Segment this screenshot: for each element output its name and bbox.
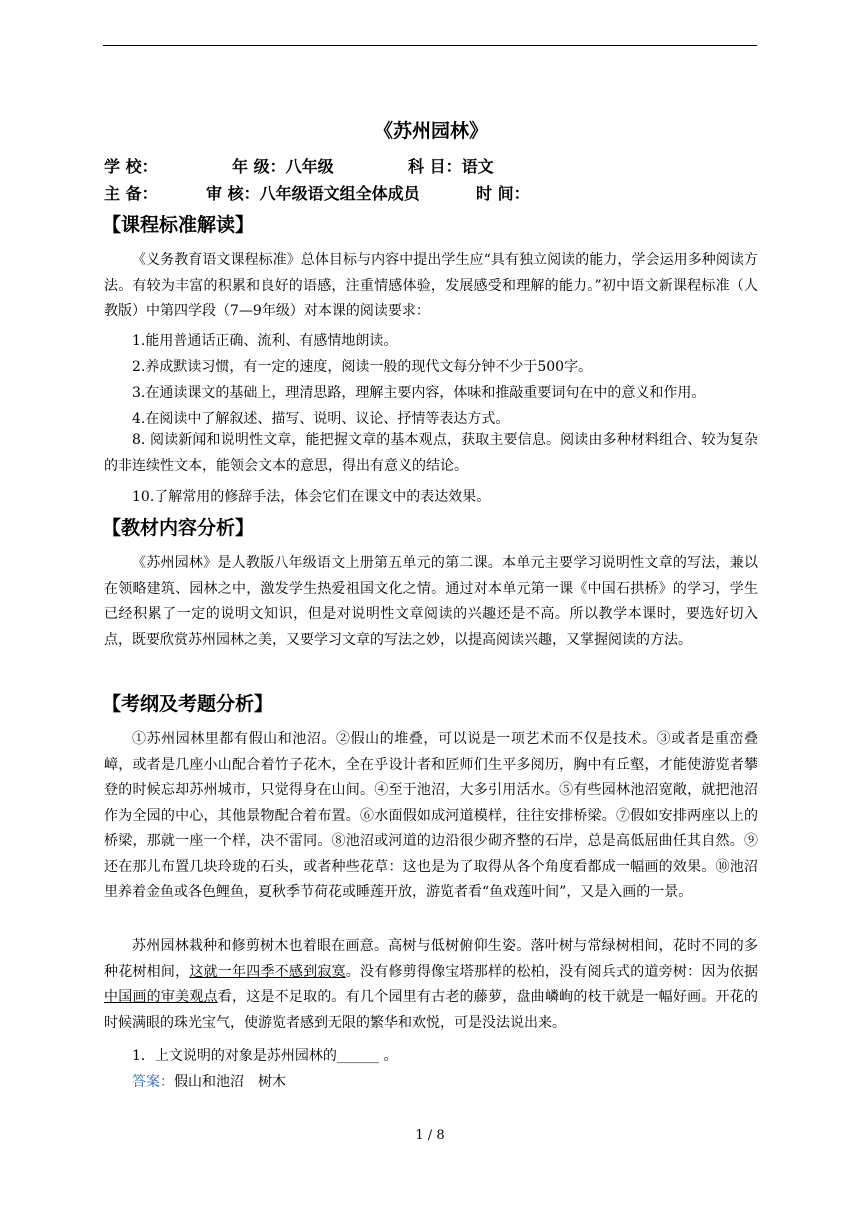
curriculum-item-3: 3.在通读课文的基础上，理清思路，理解主要内容，体味和推敲重要词句在中的意义和作用。 [132, 385, 706, 401]
curriculum-intro: 《义务教育语文课程标准》总体目标与内容中提出学生应“具有独立阅读的能力，学会运用多种阅读方法。有较为丰富的积累和良好的语感，注重情感体验，发展感受和理解的能力。”初中语文新课程标准（人教版）中第四学段（7—9年级）对本课的阅读要求： [104, 252, 758, 319]
textbook-analysis: 《苏州园林》是人教版八年级语文上册第五单元的第二课。本单元主要学习说明性文章的写法，兼以在领略建筑、园林之中，激发学生热爱祖国文化之情。通过对本单元第一课《中国石拱桥》的学习，学生已经积累了一定的说明文知识，但是对说明性文章阅读的兴趣还是不高。所以教学本课时，要选好切入点，既要欣赏苏州园林之美，又要学习文章的写法之妙，以提高阅读兴趣，又掌握阅读的方法。 [104, 555, 758, 648]
meta-row-1 [104, 154, 758, 176]
curriculum-item-10: 10.了解常用的修辞手法，体会它们在课文中的表达效果。 [132, 489, 491, 505]
underlined-phrase-2: 中国画的审美观点 [104, 989, 218, 1005]
header-rule [103, 45, 757, 46]
underlined-phrase-1: 这就一年四季不感到寂寞 [189, 963, 346, 980]
exam-passage-2: 苏州园林栽种和修剪树木也着眼在画意。高树与低树俯仰生姿。落叶树与常绿树相间，花时不同的多种花树相间，这就一年四季不感到寂寞。没有修剪得像宝塔那样的松柏，没有阅兵式的道旁树：因为依据中国画的审美观点看，这是不足取的。有几个园里有古老的藤萝，盘曲嶙峋的枝干就是一幅好画。开花的时候满眼的珠光宝气，使游览者感到无限的繁华和欢悦，可是没法说出来。 [104, 938, 759, 1031]
document-title: 《苏州园林》 [373, 120, 488, 142]
curriculum-item-8: 8. 阅读新闻和说明性文章，能把握文章的基本观点，获取主要信息。阅读由多种材料组合、较为复杂的非连续性文本，能领会文本的意思，得出有意义的结论。 [104, 432, 758, 474]
section-heading-curriculum: 【课程标准解读】 [102, 214, 255, 236]
answer-1 [132, 1071, 286, 1091]
meta-grade: 年 级：八年级 [232, 157, 334, 176]
section-heading-textbook: 【教材内容分析】 [102, 517, 255, 539]
question-1: 1．上文说明的对象是苏州园林的______ 。 [132, 1048, 398, 1064]
curriculum-item-1: 1.能用普通话正确、流利、有感情地朗读。 [132, 333, 398, 349]
page-number: 1 / 8 [415, 1128, 445, 1143]
meta-review: 审 核：八年级语文组全体成员 [206, 184, 420, 203]
meta-time: 时 间： [476, 184, 530, 203]
meta-subject: 科 目：语文 [408, 157, 494, 176]
section-heading-exam: 【考纲及考题分析】 [102, 693, 274, 715]
curriculum-item-4: 4.在阅读中了解叙述、描写、说明、议论、抒情等表达方式。 [132, 411, 510, 427]
exam-passage-1: ①苏州园林里都有假山和池沼。②假山的堆叠，可以说是一项艺术而不仅是技术。③或者是重峦叠嶂，或者是几座小山配合着竹子花木，全在乎设计者和匠师们生平多阅历，胸中有丘壑，才能使游览者攀登的时候忘却苏州城市，只觉得身在山间。④至于池沼，大多引用活水。⑤有些园林池沼宽敞，就把池沼作为全园的中心，其他景物配合着布置。⑥水面假如成河道模样，往往安排桥梁。⑦假如安排两座以上的桥梁，那就一座一个样，决不雷同。⑧池沼或河道的边沿很少砌齐整的石岸，总是高低屈曲任其自然。⑨还在那儿布置几块玲珑的石头，或者种些花草：这也是为了取得从各个角度看都成一幅画的效果。⑩池沼里养着金鱼或各色鲤鱼，夏秋季节荷花或睡莲开放，游览者看“鱼戏莲叶间”，又是入画的一景。 [104, 731, 758, 900]
answer-label: 答案： [132, 1074, 174, 1090]
meta-row-2 [104, 181, 758, 203]
curriculum-item-2: 2.养成默读习惯，有一定的速度，阅读一般的现代文每分钟不少于500字。 [132, 359, 593, 375]
meta-school: 学 校： [104, 157, 158, 176]
answer-text: 假山和池沼 树木 [174, 1074, 286, 1090]
meta-author: 主 备： [104, 184, 158, 203]
